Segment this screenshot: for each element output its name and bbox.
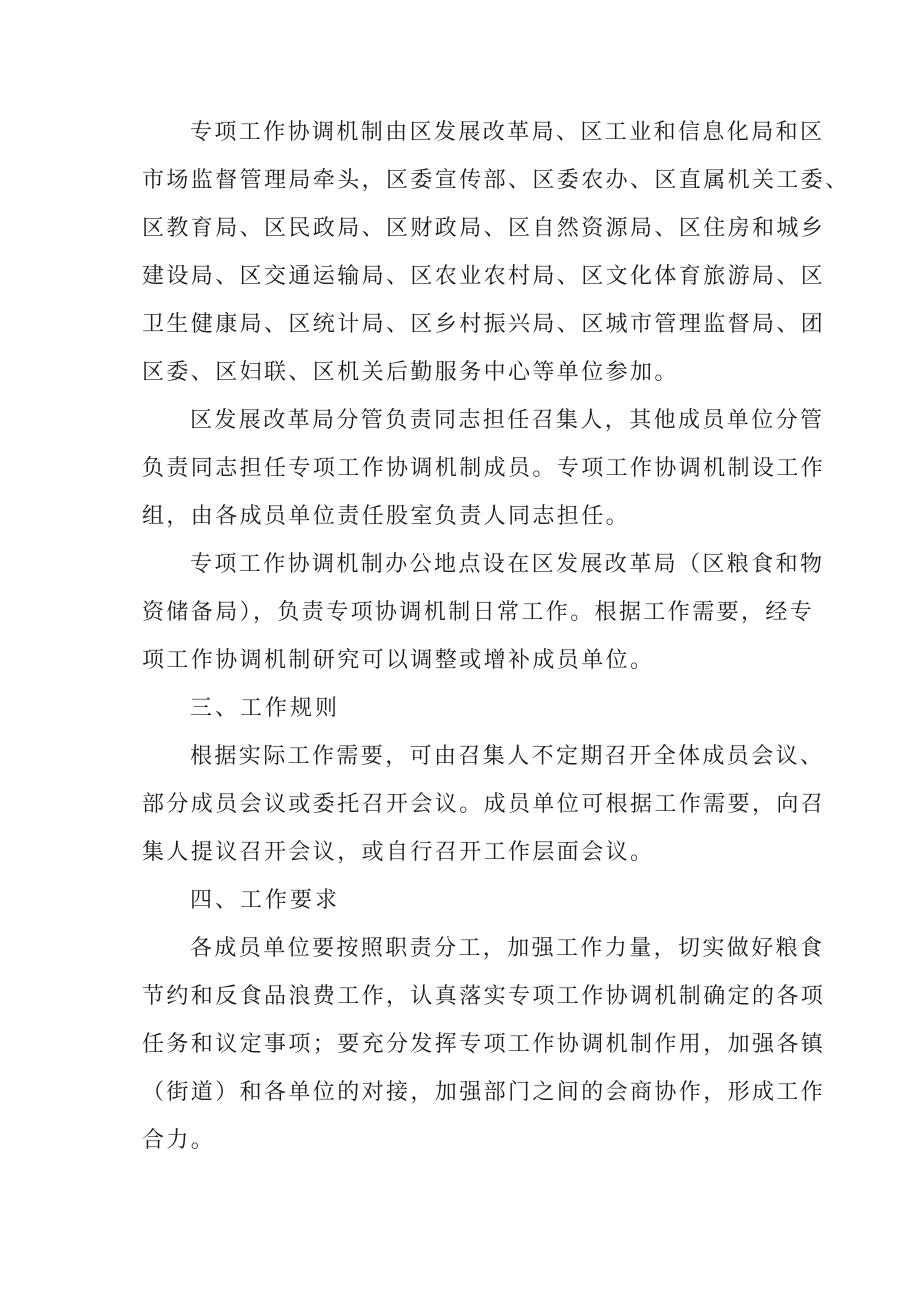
section-heading-work-requirements: 四、工作要求 (190, 888, 341, 913)
section-heading-work-rules: 三、工作规则 (190, 696, 341, 721)
paragraph-5-line-2: 节约和反食品浪费工作，认真落实专项工作协调机制确定的各项 (142, 984, 826, 1009)
paragraph-5-line-3: 任务和议定事项；要充分发挥专项工作协调机制作用，加强各镇 (142, 1032, 826, 1057)
paragraph-3-line-1: 专项工作协调机制办公地点设在区发展改革局（区粮食和物 (190, 552, 825, 577)
paragraph-4-line-3: 集人提议召开会议，或自行召开工作层面会议。 (142, 840, 655, 865)
paragraph-1-line-5: 卫生健康局、区统计局、区乡村振兴局、区城市管理监督局、团 (142, 312, 826, 337)
paragraph-2-line-1: 区发展改革局分管负责同志担任召集人，其他成员单位分管 (190, 408, 825, 433)
paragraph-3-line-2: 资储备局），负责专项协调机制日常工作。根据工作需要，经专 (142, 600, 815, 625)
paragraph-5-line-5: 合力。 (142, 1128, 216, 1153)
paragraph-1-line-1: 专项工作协调机制由区发展改革局、区工业和信息化局和区 (190, 120, 825, 145)
paragraph-1-line-3: 区教育局、区民政局、区财政局、区自然资源局、区住房和城乡 (142, 216, 826, 241)
paragraph-1-line-2: 市场监督管理局牵头，区委宣传部、区委农办、区直属机关工委、 (142, 168, 850, 193)
paragraph-4-line-1: 根据实际工作需要，可由召集人不定期召开全体成员会议、 (190, 744, 825, 769)
paragraph-5-line-1: 各成员单位要按照职责分工，加强工作力量，切实做好粮食 (190, 936, 825, 961)
paragraph-2-line-2: 负责同志担任专项工作协调机制成员。专项工作协调机制设工作 (142, 456, 826, 481)
paragraph-3-line-3: 项工作协调机制研究可以调整或增补成员单位。 (142, 648, 655, 673)
paragraph-4-line-2: 部分成员会议或委托召开会议。成员单位可根据工作需要，向召 (142, 792, 826, 817)
paragraph-1-line-4: 建设局、区交通运输局、区农业农村局、区文化体育旅游局、区 (142, 264, 826, 289)
paragraph-1-line-6: 区委、区妇联、区机关后勤服务中心等单位参加。 (142, 360, 679, 385)
paragraph-2-line-3: 组，由各成员单位责任股室负责人同志担任。 (142, 504, 631, 529)
paragraph-5-line-4: （街道）和各单位的对接，加强部门之间的会商协作，形成工作 (142, 1080, 826, 1105)
